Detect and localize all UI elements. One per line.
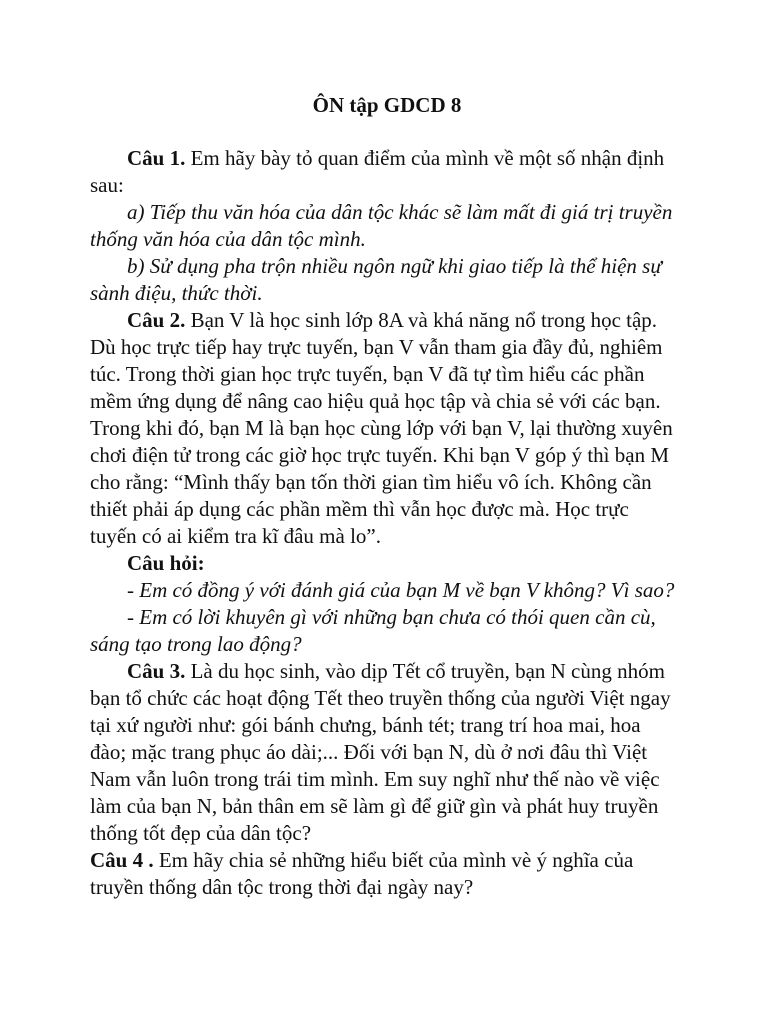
question-4-paragraph [90, 847, 678, 901]
question-3-paragraph [90, 658, 678, 847]
question-1-label: Câu 1. [127, 146, 186, 170]
question-2-questions-label: Câu hỏi: [127, 551, 205, 575]
question-4-text: Em hãy chia sẻ những hiểu biết của mình vè ý nghĩa của truyền thống dân tộc trong thời đại ngày nay? [90, 848, 634, 899]
question-2-text: Bạn V là học sinh lớp 8A và khá năng nổ trong học tập. Dù học trực tiếp hay trực tuyến, bạn V vẫn tham gia đầy đủ, nghiêm túc. Trong thời gian học trực tuyến, bạn V đã tự tìm hiểu các phần mềm ứng dụng để nâng cao hiệu quả học tập và chia sẻ với các bạn. Trong khi đó, bạn M là bạn học cùng lớp với bạn V, lại thường xuyên chơi điện tử trong các giờ học trực tuyến. Khi bạn V góp ý thì bạn M cho rằng: “Mình thấy bạn tốn thời gian tìm hiểu vô ích. Không cần thiết phải áp dụng các phần mềm thì vẫn học được mà. Học trực tuyến có ai kiểm tra kĩ đâu mà lo”. [90, 308, 673, 548]
question-1-item-a: a) Tiếp thu văn hóa của dân tộc khác sẽ làm mất đi giá trị truyền thống văn hóa của dân tộc mình. [90, 200, 673, 251]
question-3-text: Là du học sinh, vào dịp Tết cổ truyền, bạn N cùng nhóm bạn tổ chức các hoạt động Tết theo truyền thống của người Việt ngay tại xứ người như: gói bánh chưng, bánh tét; trang trí hoa mai, hoa đào; mặc trang phục áo dài;... Đối với bạn N, dù ở nơi đâu thì Việt Nam vẫn luôn trong trái tim mình. Em suy nghĩ như thế nào về việc làm của bạn N, bản thân em sẽ làm gì để giữ gìn và phát huy truyền thống tốt đẹp của dân tộc? [90, 659, 671, 845]
question-2-paragraph [90, 307, 678, 550]
question-1-text: Em hãy bày tỏ quan điểm của mình về một số nhận định sau: [90, 146, 665, 197]
question-4-label: Câu 4 . [90, 848, 154, 872]
question-1-item-b: b) Sử dụng pha trộn nhiều ngôn ngữ khi giao tiếp là thể hiện sự sành điệu, thức thời. [90, 254, 662, 305]
question-1-paragraph [90, 145, 678, 199]
question-2-label: Câu 2. [127, 308, 186, 332]
question-2-subquestion-1: - Em có đồng ý với đánh giá của bạn M về bạn V không? Vì sao? [127, 578, 675, 602]
question-3-label: Câu 3. [127, 659, 186, 683]
question-2-subquestion-2: - Em có lời khuyên gì với những bạn chưa có thói quen cần cù, sáng tạo trong lao động? [90, 605, 656, 656]
page-title: ÔN tập GDCD 8 [312, 93, 462, 117]
